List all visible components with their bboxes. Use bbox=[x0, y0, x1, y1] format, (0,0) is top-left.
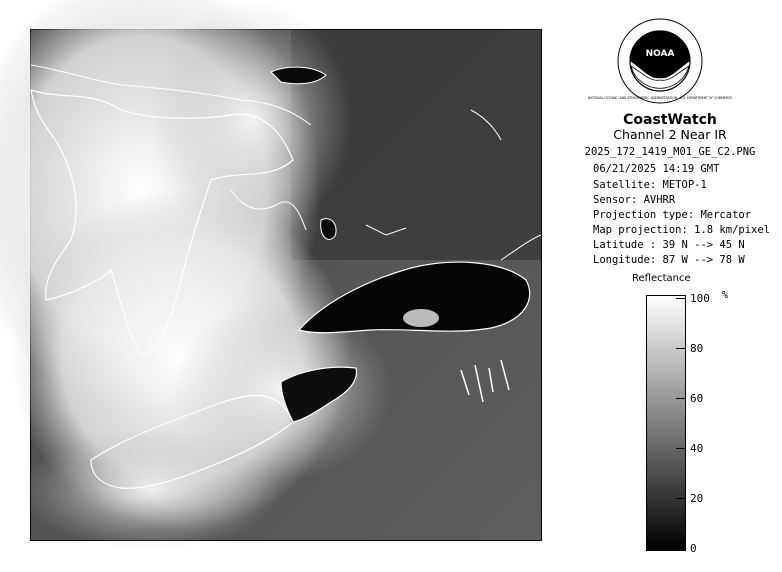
satellite-image-svg bbox=[31, 30, 541, 540]
colorbar-tick bbox=[676, 348, 686, 349]
filename: 2025_172_1419_M01_GE_C2.PNG bbox=[584, 146, 756, 158]
satellite: Satellite: METOP-1 bbox=[593, 179, 707, 191]
datetime: 06/21/2025 14:19 GMT bbox=[593, 163, 720, 175]
colorbar-tick bbox=[676, 498, 686, 499]
noaa-logo-svg bbox=[587, 18, 733, 104]
colorbar-tick-label: 80 bbox=[690, 342, 704, 355]
colorbar-tick bbox=[676, 448, 686, 449]
logo-ring-text: NATIONAL OCEANIC AND ATMOSPHERIC ADMINISTRATION · U.S. DEPARTMENT OF COMMERCE bbox=[587, 96, 733, 100]
colorbar-tick-label: 0 bbox=[690, 542, 697, 555]
title: CoastWatch bbox=[623, 112, 717, 128]
channel-label: Channel 2 Near IR bbox=[613, 127, 727, 142]
colorbar bbox=[646, 295, 686, 551]
colorbar-tick-label: 40 bbox=[690, 442, 704, 455]
logo-noaa-text: NOAA bbox=[645, 49, 675, 59]
colorbar-tick-label: 100 bbox=[690, 292, 710, 305]
sensor: Sensor: AVHRR bbox=[593, 194, 676, 206]
map-projection: Map projection: 1.8 km/pixel bbox=[593, 224, 771, 236]
cloud-mass-north bbox=[151, 0, 351, 240]
colorbar-tick-label: 60 bbox=[690, 392, 704, 405]
colorbar-unit: % bbox=[722, 290, 729, 301]
colorbar-tick bbox=[676, 398, 686, 399]
latitude: Latitude : 39 N --> 45 N bbox=[593, 239, 745, 251]
noaa-logo bbox=[587, 18, 733, 104]
projection-type: Projection type: Mercator bbox=[593, 209, 752, 221]
colorbar-tick-label: 20 bbox=[690, 492, 704, 505]
cloud-mass-south bbox=[21, 430, 281, 550]
longitude: Longitude: 87 W --> 78 W bbox=[593, 254, 745, 266]
colorbar-label: Reflectance bbox=[632, 273, 691, 284]
satellite-image bbox=[30, 29, 542, 541]
colorbar-tick bbox=[676, 298, 686, 299]
lake-glint bbox=[403, 309, 439, 327]
colorbar-tick bbox=[676, 548, 686, 549]
